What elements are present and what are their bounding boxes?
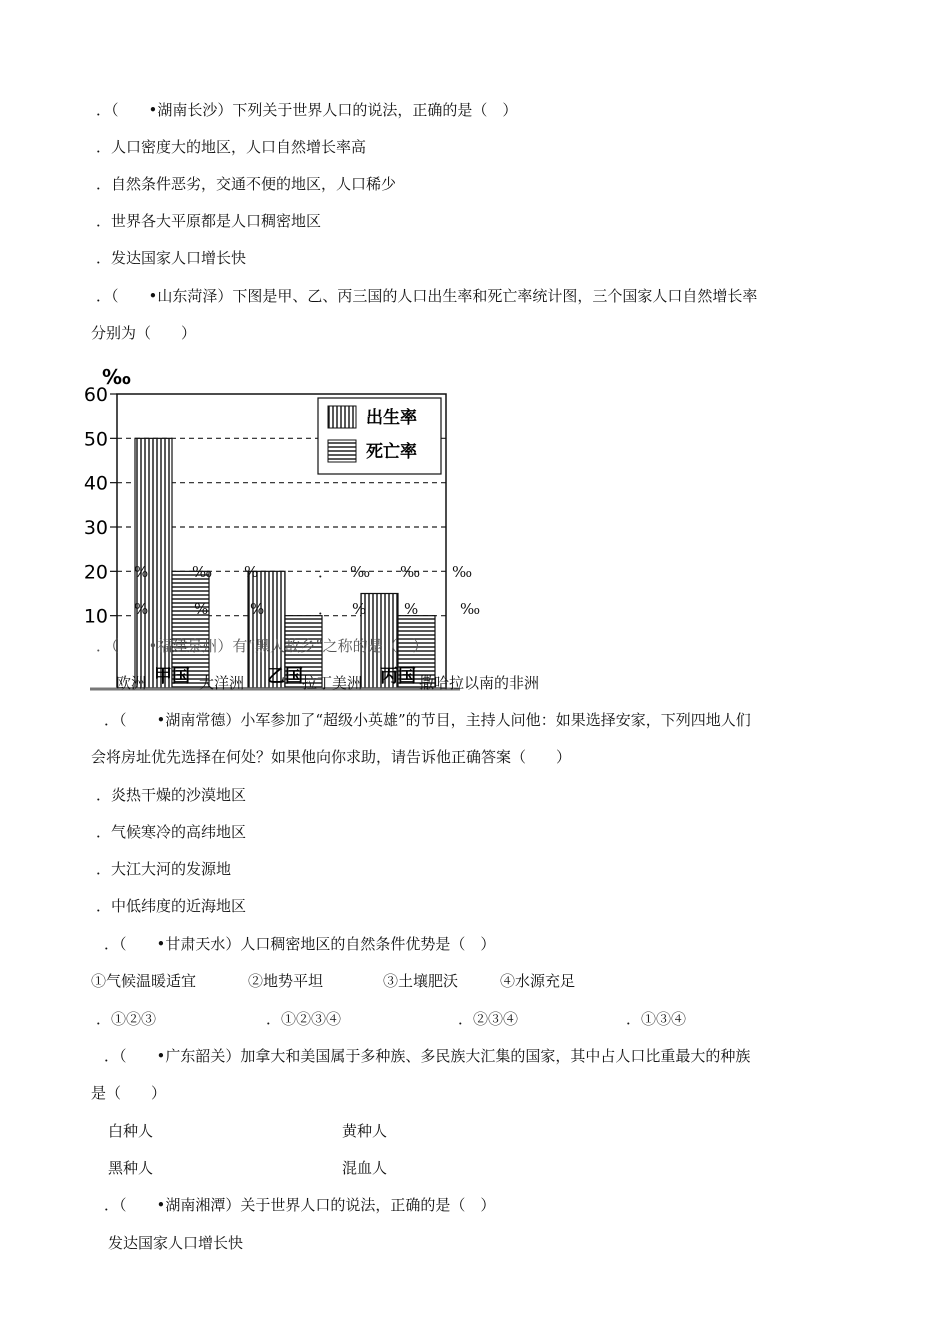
q7-stem: ．（ •湖南湘潭）关于世界人口的说法，正确的是（ ）: [104, 1196, 496, 1214]
q6-option-c: 黑种人: [108, 1159, 154, 1177]
q5-option-a: ．①②③: [96, 1010, 157, 1028]
q6-option-d: 混血人: [342, 1159, 388, 1177]
y-tick-label: 60: [83, 384, 108, 406]
chart-legend: [318, 398, 441, 474]
q2-option-row2-item6: %: [404, 600, 419, 618]
q6-stem-line1: ．（ •广东韶关）加拿大和美国属于多种族、多民族大汇集的国家，其中占人口比重最大的种族: [104, 1047, 751, 1065]
q2-option-row1-item4: ．: [318, 563, 334, 581]
q4-stem-line1: ．（ •湖南常德）小军参加了“超级小英雄”的节目，主持人问他：如果选择安家，下列四地人们: [104, 711, 751, 729]
q1-option-c: ．世界各大平原都是人口稠密地区: [96, 212, 322, 230]
q2-option-row1-item7: ‰: [452, 563, 473, 581]
q5-condition-1: ①气候温暖适宜: [91, 972, 197, 990]
q2-option-row1-item3: %: [244, 563, 259, 581]
legend-swatch-birth: [328, 406, 356, 428]
q2-option-row1-item2: ‰: [192, 563, 213, 581]
q1-option-d: ．发达国家人口增长快: [96, 249, 247, 267]
legend-label-death: 死亡率: [366, 442, 417, 462]
y-tick-label: 20: [83, 561, 108, 584]
y-tick-label: 40: [83, 472, 108, 495]
legend-swatch-death: [328, 440, 356, 462]
q2-stem-line1: ．（ •山东菏泽）下图是甲、乙、丙三国的人口出生率和死亡率统计图，三个国家人口自然增长率: [96, 287, 758, 305]
x-category-label: 甲国: [154, 666, 190, 687]
q3-option-a: 欧洲: [116, 674, 147, 692]
q4-option-b: ．气候寒冷的高纬地区: [96, 823, 247, 841]
q1-option-b: ．自然条件恶劣，交通不便的地区，人口稀少: [96, 175, 397, 193]
y-axis-unit-label: ‰: [102, 365, 131, 389]
q5-stem: ．（ •甘肃天水）人口稠密地区的自然条件优势是（ ）: [104, 935, 496, 953]
q5-condition-2: ②地势平坦: [248, 972, 324, 990]
y-tick-label: 10: [83, 605, 108, 628]
q2-option-row2-item1: %: [134, 600, 149, 618]
q4-option-a: ．炎热干燥的沙漠地区: [96, 786, 247, 804]
q4-stem-line2: 会将房址优先选择在何处？如果他向你求助，请告诉他正确答案（ ）: [91, 748, 572, 766]
q4-option-d: ．中低纬度的近海地区: [96, 897, 247, 915]
q3-stem: ．（ •福建泉州）有“黑人故乡”之称的是（ ）: [96, 637, 428, 655]
q2-option-row1-item6: ‰: [400, 563, 421, 581]
y-tick-label: 50: [83, 428, 108, 451]
q2-option-row2-item2: %: [194, 600, 209, 618]
q2-stem-line2: 分别为（ ）: [91, 324, 197, 342]
q5-condition-3: ③土壤肥沃: [383, 972, 459, 990]
x-category-label: 丙国: [380, 666, 416, 687]
legend-label-birth: 出生率: [366, 408, 417, 428]
q1-option-a: ．人口密度大的地区，人口自然增长率高: [96, 138, 367, 156]
q2-option-row2-item3: %: [250, 600, 265, 618]
q2-option-row2-item5: %: [352, 600, 367, 618]
q2-option-row2-item4: ．: [318, 600, 334, 618]
x-category-label: 乙国: [267, 666, 303, 687]
q5-condition-4: ④水源充足: [500, 972, 576, 990]
q5-option-b: ．①②③④: [266, 1010, 342, 1028]
y-tick-label: 30: [83, 517, 108, 539]
q5-option-c: ．②③④: [458, 1010, 519, 1028]
q6-option-a: 白种人: [108, 1122, 154, 1140]
q6-option-b: 黄种人: [342, 1122, 388, 1140]
q3-option-d: 撒哈拉以南的非洲: [419, 674, 540, 692]
q5-option-d: ．①③④: [626, 1010, 687, 1028]
q4-option-c: ．大江大河的发源地: [96, 860, 232, 878]
q2-option-row2-item7: ‰: [460, 600, 481, 618]
q6-stem-line2: 是（ ）: [91, 1084, 167, 1102]
q2-option-row1-item5: ‰: [350, 563, 371, 581]
q1-stem: ．（ •湖南长沙）下列关于世界人口的说法，正确的是（ ）: [96, 101, 518, 119]
q2-option-row1-item1: %: [134, 563, 149, 581]
q7-option-a: 发达国家人口增长快: [108, 1234, 244, 1252]
q3-option-c: 拉丁美洲: [302, 674, 363, 692]
q3-option-b: 大洋洲: [199, 674, 245, 692]
